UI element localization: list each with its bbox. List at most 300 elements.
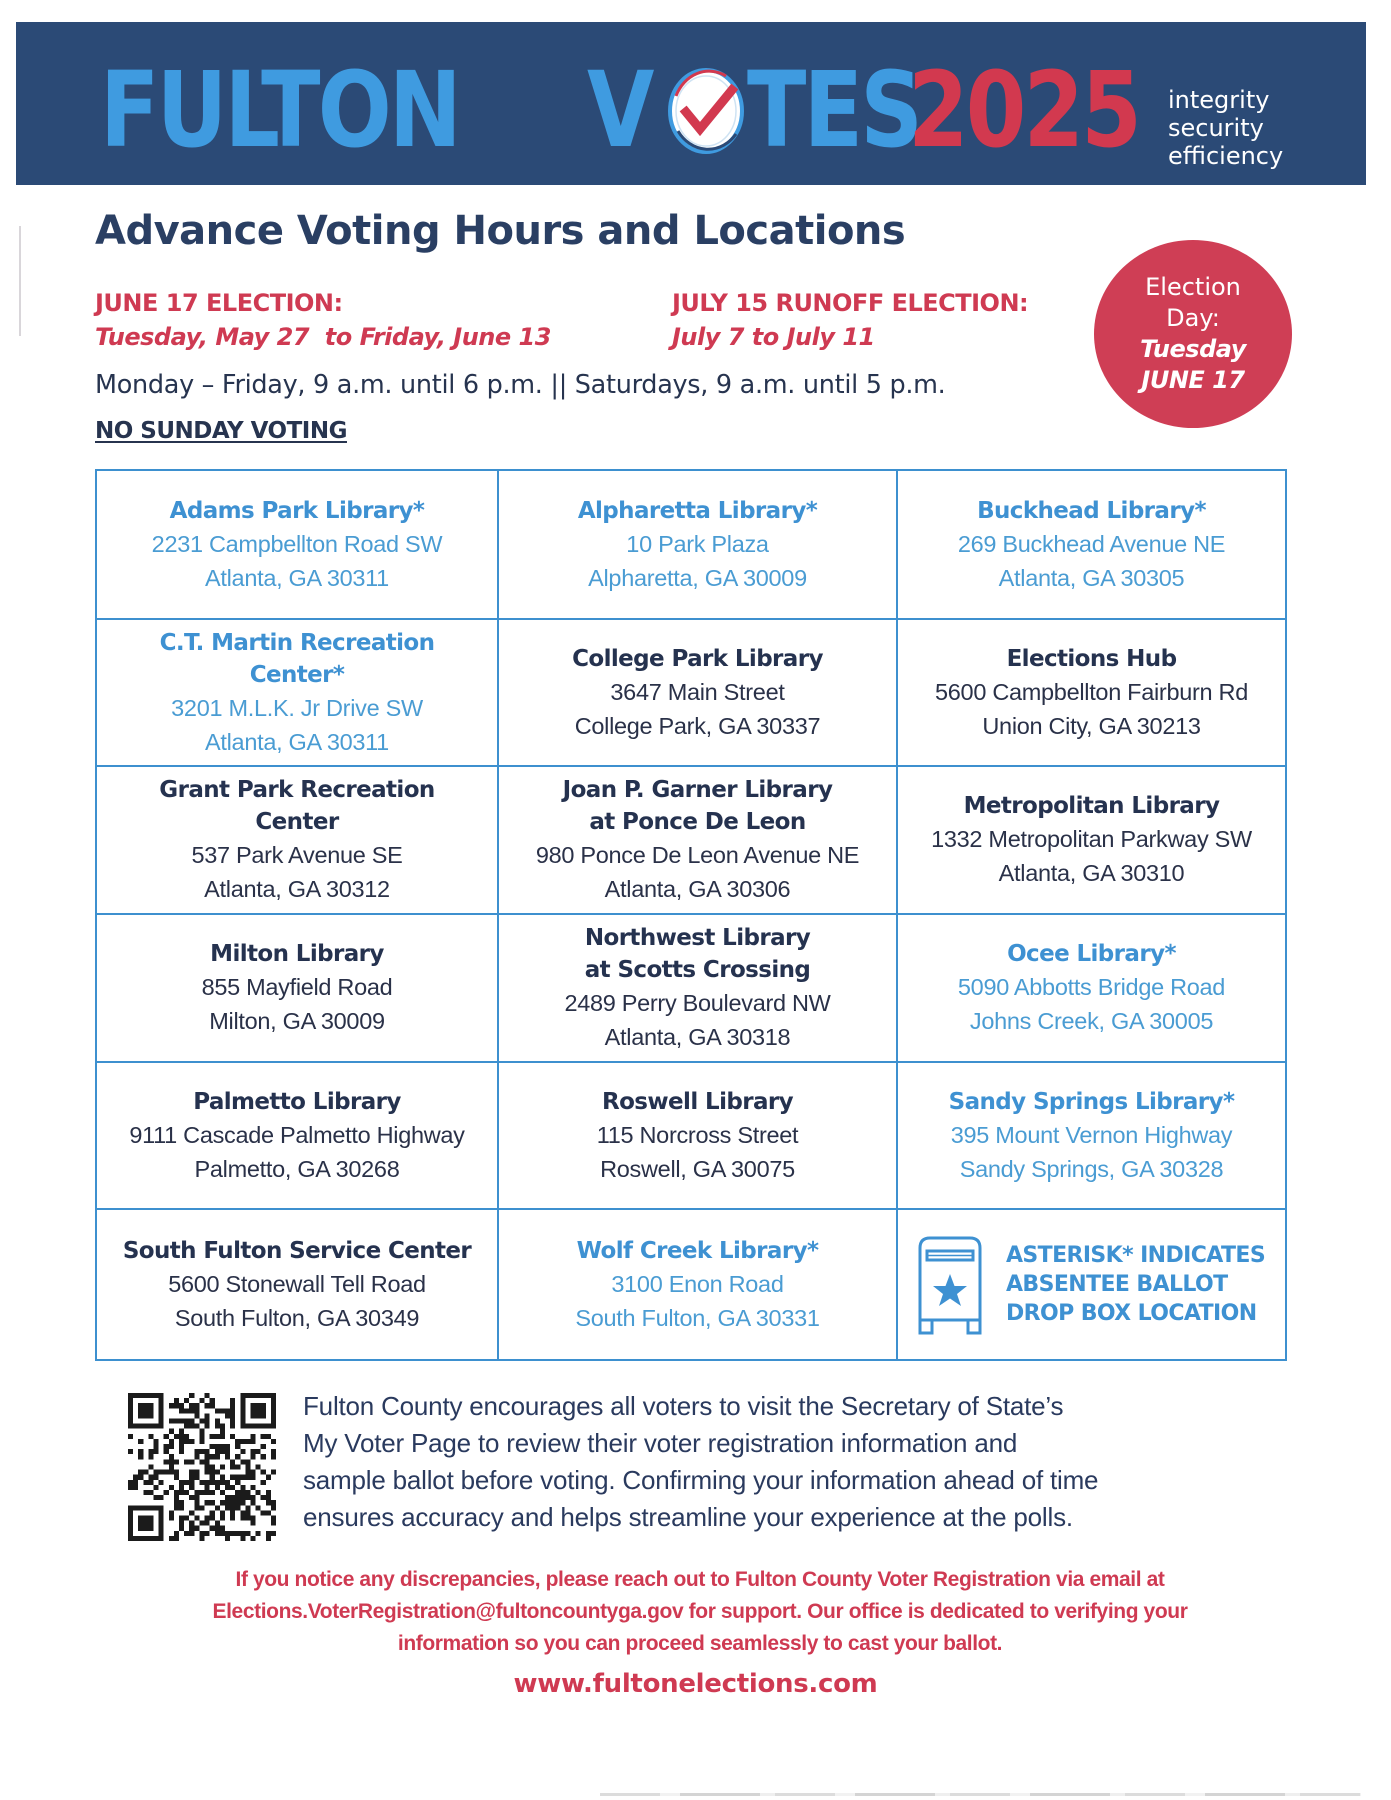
location-street-address: 980 Ponce De Leon Avenue NE	[535, 842, 860, 868]
qr-module	[143, 1393, 148, 1398]
location-cell	[499, 471, 898, 620]
qr-module	[215, 1526, 220, 1531]
locations-grid	[95, 469, 1287, 1361]
qr-module	[205, 1393, 210, 1398]
qr-module	[159, 1521, 164, 1526]
qr-module	[215, 1454, 220, 1459]
qr-module	[230, 1408, 235, 1413]
qr-module	[184, 1439, 189, 1444]
qr-module	[179, 1434, 184, 1439]
location-cell	[499, 620, 898, 767]
qr-module	[245, 1470, 250, 1475]
qr-module	[148, 1408, 153, 1413]
qr-module	[184, 1459, 189, 1464]
qr-module	[266, 1531, 271, 1536]
qr-module	[194, 1490, 199, 1495]
qr-module	[184, 1408, 189, 1413]
location-name: C.T. Martin Recreation	[159, 629, 435, 656]
qr-module	[210, 1490, 215, 1495]
location-cell	[499, 1063, 898, 1210]
qr-module	[266, 1490, 271, 1495]
qr-module	[245, 1505, 250, 1510]
location-cell	[97, 1210, 499, 1359]
qr-module	[210, 1454, 215, 1459]
qr-module	[250, 1470, 255, 1475]
location-name: Milton Library	[210, 941, 384, 967]
qr-module	[205, 1490, 210, 1495]
qr-module	[133, 1480, 138, 1485]
qr-module	[128, 1505, 133, 1510]
election-day-date: JUNE 17	[1141, 366, 1245, 394]
location-name: Buckhead Library*	[977, 497, 1206, 524]
qr-module	[256, 1408, 261, 1413]
qr-module	[271, 1500, 276, 1505]
qr-module	[230, 1505, 235, 1510]
qr-module	[256, 1393, 261, 1398]
qr-module	[189, 1526, 194, 1531]
qr-module	[148, 1536, 153, 1541]
location-name: at Ponce De Leon	[589, 809, 806, 835]
qr-module	[164, 1434, 169, 1439]
qr-module	[138, 1536, 143, 1541]
qr-module	[169, 1464, 174, 1469]
qr-module	[271, 1413, 276, 1418]
qr-module	[133, 1424, 138, 1429]
june-election-label: JUNE 17 ELECTION:	[95, 289, 343, 317]
location-city-state-zip: College Park, GA 30337	[574, 712, 821, 739]
qr-module	[164, 1490, 169, 1495]
qr-module	[199, 1434, 204, 1439]
qr-module	[184, 1480, 189, 1485]
qr-module	[240, 1393, 245, 1398]
qr-module	[133, 1485, 138, 1490]
notice-line: information so you can proceed seamlessly to cast your ballot.	[397, 1632, 1003, 1655]
qr-module	[230, 1403, 235, 1408]
qr-module	[250, 1424, 255, 1429]
qr-module	[245, 1424, 250, 1429]
qr-module	[210, 1500, 215, 1505]
qr-module	[169, 1510, 174, 1515]
qr-module	[250, 1449, 255, 1454]
qr-module	[148, 1424, 153, 1429]
qr-module	[148, 1434, 153, 1439]
qr-module	[148, 1515, 153, 1520]
qr-module	[245, 1475, 250, 1480]
qr-module	[205, 1449, 210, 1454]
qr-module	[220, 1531, 225, 1536]
qr-module	[210, 1475, 215, 1480]
qr-module	[220, 1526, 225, 1531]
qr-module	[250, 1393, 255, 1398]
qr-module	[128, 1434, 133, 1439]
qr-module	[230, 1459, 235, 1464]
location-street-address: 537 Park Avenue SE	[191, 842, 403, 868]
qr-module	[179, 1505, 184, 1510]
qr-module	[179, 1526, 184, 1531]
qr-module	[271, 1419, 276, 1424]
qr-module	[230, 1510, 235, 1515]
qr-module	[240, 1424, 245, 1429]
location-cell	[97, 767, 499, 915]
qr-module	[184, 1434, 189, 1439]
election-day-line-2: Day:	[1166, 304, 1220, 332]
qr-module	[174, 1475, 179, 1480]
qr-module	[148, 1475, 153, 1480]
qr-module	[210, 1515, 215, 1520]
qr-module	[250, 1434, 255, 1439]
qr-module	[220, 1490, 225, 1495]
qr-module	[174, 1490, 179, 1495]
tagline-integrity: integrity	[1168, 86, 1270, 114]
location-city-state-zip: Alpharetta, GA 30009	[588, 564, 807, 591]
qr-module	[256, 1464, 261, 1469]
qr-module	[220, 1515, 225, 1520]
location-cell	[97, 1063, 499, 1210]
ballot-drop-box-icon	[914, 1234, 986, 1336]
qr-module	[159, 1536, 164, 1541]
qr-module	[154, 1449, 159, 1454]
qr-module	[184, 1419, 189, 1424]
qr-module	[215, 1434, 220, 1439]
qr-module	[271, 1521, 276, 1526]
qr-module	[225, 1495, 230, 1500]
qr-module	[235, 1490, 240, 1495]
qr-module	[194, 1403, 199, 1408]
location-city-state-zip: Johns Creek, GA 30005	[969, 1008, 1214, 1034]
tagline-security: security	[1168, 114, 1264, 142]
qr-module	[169, 1419, 174, 1424]
qr-module	[240, 1485, 245, 1490]
notice-line-with-email[interactable]: Elections.VoterRegistration@fultoncountyga.gov for support. Our office is dedicated to verifying your	[212, 1600, 1188, 1623]
qr-module	[154, 1470, 159, 1475]
location-name: South Fulton Service Center	[122, 1237, 472, 1264]
qr-module	[184, 1531, 189, 1536]
qr-module	[220, 1434, 225, 1439]
qr-module	[199, 1439, 204, 1444]
qr-module	[271, 1439, 276, 1444]
qr-module	[164, 1459, 169, 1464]
qr-module	[199, 1449, 204, 1454]
qr-module	[225, 1500, 230, 1505]
qr-module	[266, 1434, 271, 1439]
qr-module	[154, 1505, 159, 1510]
qr-module	[128, 1485, 133, 1490]
qr-module	[179, 1480, 184, 1485]
qr-module	[205, 1403, 210, 1408]
qr-module	[143, 1515, 148, 1520]
location-name: Metropolitan Library	[963, 793, 1220, 819]
tagline	[1168, 86, 1283, 170]
location-city-state-zip: Milton, GA 30009	[209, 1008, 385, 1034]
qr-module	[164, 1444, 169, 1449]
qr-module	[159, 1419, 164, 1424]
location-city-state-zip: Union City, GA 30213	[982, 712, 1201, 739]
location-street-address: 395 Mount Vernon Highway	[950, 1121, 1233, 1148]
location-cell	[499, 767, 898, 915]
qr-module	[235, 1464, 240, 1469]
qr-module	[235, 1475, 240, 1480]
qr-module	[138, 1515, 143, 1520]
qr-module	[266, 1510, 271, 1515]
qr-module	[210, 1480, 215, 1485]
qr-module	[220, 1475, 225, 1480]
qr-module	[159, 1515, 164, 1520]
qr-module	[230, 1398, 235, 1403]
qr-module	[250, 1475, 255, 1480]
qr-module	[148, 1521, 153, 1526]
location-name: at Scotts Crossing	[584, 957, 811, 983]
qr-module	[174, 1459, 179, 1464]
location-street-address: 269 Buckhead Avenue NE	[957, 530, 1226, 557]
location-cell	[499, 1210, 898, 1359]
qr-module	[271, 1515, 276, 1520]
location-city-state-zip: Atlanta, GA 30305	[998, 564, 1185, 591]
qr-module	[271, 1449, 276, 1454]
qr-module	[256, 1413, 261, 1418]
location-city-state-zip: Palmetto, GA 30268	[194, 1155, 400, 1182]
qr-module	[169, 1439, 174, 1444]
election-day-badge	[1094, 240, 1292, 428]
qr-module	[220, 1464, 225, 1469]
qr-module	[128, 1536, 133, 1541]
qr-module	[189, 1408, 194, 1413]
qr-module	[261, 1408, 266, 1413]
location-name: Center	[255, 809, 339, 835]
info-line: My Voter Page to review their voter registration information and	[303, 1428, 1018, 1458]
qr-module	[261, 1495, 266, 1500]
qr-module	[159, 1470, 164, 1475]
qr-module	[215, 1531, 220, 1536]
qr-module	[205, 1459, 210, 1464]
qr-module	[189, 1424, 194, 1429]
qr-module	[148, 1505, 153, 1510]
qr-module	[235, 1505, 240, 1510]
location-street-address: 5600 Stonewall Tell Road	[168, 1270, 426, 1297]
qr-module	[194, 1475, 199, 1480]
qr-module	[179, 1515, 184, 1520]
qr-module	[133, 1536, 138, 1541]
qr-module	[205, 1413, 210, 1418]
qr-module	[271, 1424, 276, 1429]
qr-module	[240, 1398, 245, 1403]
qr-module	[174, 1419, 179, 1424]
location-name: Center*	[249, 661, 345, 688]
location-street-address: 3201 M.L.K. Jr Drive SW	[171, 694, 423, 721]
qr-module	[240, 1490, 245, 1495]
qr-module	[199, 1531, 204, 1536]
location-name: Adams Park Library*	[169, 497, 425, 524]
qr-module	[266, 1393, 271, 1398]
qr-module	[220, 1480, 225, 1485]
qr-module	[261, 1454, 266, 1459]
qr-module	[148, 1490, 153, 1495]
qr-module	[245, 1515, 250, 1520]
qr-module	[169, 1470, 174, 1475]
qr-module	[256, 1403, 261, 1408]
qr-module	[199, 1398, 204, 1403]
qr-module	[133, 1475, 138, 1480]
june-election-dates: Tuesday, May 27 to Friday, June 13	[95, 323, 551, 351]
qr-module	[174, 1470, 179, 1475]
qr-module	[230, 1500, 235, 1505]
logo-word-fulton: FULTON	[100, 49, 459, 171]
qr-module	[128, 1526, 133, 1531]
qr-module	[128, 1398, 133, 1403]
qr-module	[261, 1480, 266, 1485]
qr-module	[179, 1444, 184, 1449]
qr-module	[128, 1413, 133, 1418]
qr-module	[271, 1408, 276, 1413]
qr-module	[210, 1470, 215, 1475]
qr-module	[266, 1424, 271, 1429]
qr-module	[225, 1480, 230, 1485]
qr-module	[225, 1454, 230, 1459]
location-street-address: 3647 Main Street	[610, 678, 785, 705]
qr-module	[266, 1495, 271, 1500]
qr-module	[210, 1510, 215, 1515]
qr-module	[266, 1500, 271, 1505]
qr-module	[266, 1475, 271, 1480]
location-cell	[898, 1063, 1285, 1210]
qr-module	[174, 1398, 179, 1403]
qr-module	[261, 1470, 266, 1475]
scan-artifact-bottom	[600, 1793, 1361, 1796]
qr-module	[220, 1449, 225, 1454]
qr-module	[174, 1531, 179, 1536]
qr-module	[169, 1444, 174, 1449]
qr-module	[143, 1403, 148, 1408]
qr-code-icon[interactable]	[128, 1393, 276, 1541]
qr-module	[189, 1531, 194, 1536]
qr-module	[215, 1505, 220, 1510]
location-street-address: 2489 Perry Boulevard NW	[564, 990, 831, 1016]
qr-module	[245, 1490, 250, 1495]
location-name: Grant Park Recreation	[159, 777, 435, 803]
qr-module	[138, 1403, 143, 1408]
qr-module	[179, 1521, 184, 1526]
qr-module	[220, 1444, 225, 1449]
qr-module	[261, 1510, 266, 1515]
qr-module	[138, 1408, 143, 1413]
qr-module	[194, 1424, 199, 1429]
qr-module	[169, 1485, 174, 1490]
qr-module	[220, 1429, 225, 1434]
qr-module	[174, 1536, 179, 1541]
qr-module	[148, 1403, 153, 1408]
election-day-weekday: Tuesday	[1140, 335, 1246, 363]
qr-module	[205, 1464, 210, 1469]
logo-year: 2025	[908, 49, 1140, 171]
qr-module	[271, 1398, 276, 1403]
qr-module	[143, 1424, 148, 1429]
location-city-state-zip: Atlanta, GA 30318	[604, 1024, 791, 1050]
qr-module	[240, 1510, 245, 1515]
qr-module	[169, 1459, 174, 1464]
qr-module	[159, 1393, 164, 1398]
qr-module	[250, 1515, 255, 1520]
qr-module	[225, 1449, 230, 1454]
qr-module	[194, 1454, 199, 1459]
qr-module	[179, 1449, 184, 1454]
qr-module	[194, 1408, 199, 1413]
location-cell	[898, 915, 1285, 1063]
qr-module	[215, 1449, 220, 1454]
location-city-state-zip: South Fulton, GA 30331	[575, 1304, 820, 1331]
qr-module	[235, 1500, 240, 1505]
qr-module	[250, 1521, 255, 1526]
qr-module	[230, 1515, 235, 1520]
qr-module	[271, 1470, 276, 1475]
qr-module	[138, 1393, 143, 1398]
website-link[interactable]: www.fultonelections.com	[513, 1669, 878, 1699]
qr-module	[194, 1500, 199, 1505]
location-street-address: 9111 Cascade Palmetto Highway	[129, 1121, 465, 1148]
qr-module	[174, 1495, 179, 1500]
qr-module	[154, 1475, 159, 1480]
qr-module	[154, 1424, 159, 1429]
qr-module	[138, 1439, 143, 1444]
qr-module	[210, 1444, 215, 1449]
location-street-address: 1332 Metropolitan Parkway SW	[931, 826, 1252, 852]
tagline-efficiency: efficiency	[1168, 142, 1284, 170]
qr-module	[148, 1480, 153, 1485]
location-name: Palmetto Library	[193, 1088, 401, 1115]
location-name: Wolf Creek Library*	[576, 1237, 819, 1264]
location-cell	[97, 915, 499, 1063]
location-street-address: 5090 Abbotts Bridge Road	[957, 974, 1226, 1000]
qr-module	[194, 1413, 199, 1418]
qr-module	[215, 1485, 220, 1490]
qr-module	[179, 1439, 184, 1444]
location-city-state-zip: Atlanta, GA 30310	[998, 860, 1185, 886]
qr-module	[261, 1434, 266, 1439]
qr-module	[250, 1413, 255, 1418]
qr-module	[169, 1429, 174, 1434]
qr-module	[179, 1429, 184, 1434]
qr-module	[174, 1434, 179, 1439]
qr-module	[128, 1515, 133, 1520]
qr-module	[128, 1408, 133, 1413]
qr-module	[256, 1449, 261, 1454]
qr-module	[225, 1413, 230, 1418]
info-line: Fulton County encourages all voters to visit the Secretary of State’s	[303, 1391, 1064, 1421]
qr-module	[164, 1449, 169, 1454]
qr-module	[250, 1403, 255, 1408]
qr-module	[205, 1515, 210, 1520]
qr-module	[235, 1531, 240, 1536]
qr-module	[215, 1470, 220, 1475]
scan-artifact-line	[19, 226, 21, 336]
qr-module	[256, 1424, 261, 1429]
qr-module	[261, 1403, 266, 1408]
qr-module	[215, 1521, 220, 1526]
location-name: Sandy Springs Library*	[948, 1088, 1235, 1115]
qr-module	[220, 1408, 225, 1413]
qr-module	[250, 1485, 255, 1490]
logo-word-tes: TES	[747, 49, 921, 171]
qr-module	[159, 1495, 164, 1500]
qr-module	[205, 1521, 210, 1526]
qr-module	[128, 1510, 133, 1515]
qr-module	[189, 1470, 194, 1475]
qr-module	[205, 1454, 210, 1459]
qr-module	[205, 1470, 210, 1475]
qr-module	[250, 1454, 255, 1459]
location-street-address: 855 Mayfield Road	[201, 974, 393, 1000]
qr-module	[189, 1439, 194, 1444]
qr-module	[210, 1403, 215, 1408]
qr-module	[128, 1480, 133, 1485]
